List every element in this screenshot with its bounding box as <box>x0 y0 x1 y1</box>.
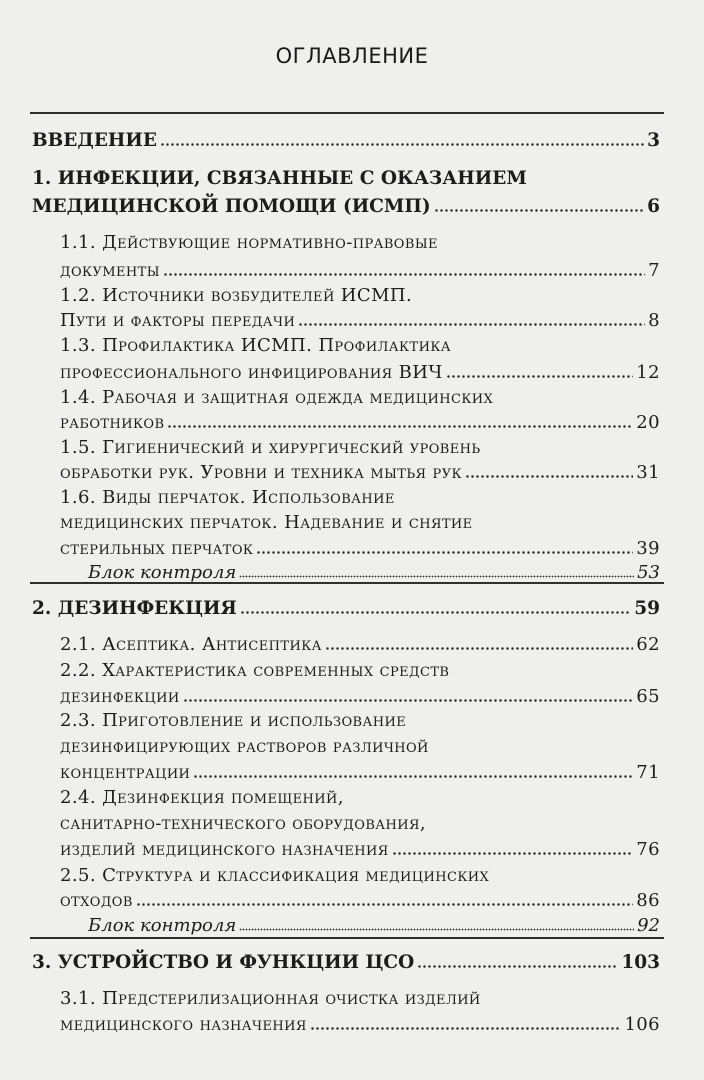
toc-entry[interactable] <box>0 306 704 332</box>
toc-page-number: 76 <box>636 839 660 860</box>
toc-page-number: 20 <box>636 412 660 433</box>
dot-leader <box>183 698 634 703</box>
toc-entry-title: работников <box>60 412 165 433</box>
toc-entry[interactable] <box>0 758 704 784</box>
toc-entry[interactable] <box>0 594 704 620</box>
toc-page-number: 53 <box>637 562 660 583</box>
toc-entry-title: изделий медицинского назначения <box>60 839 389 860</box>
toc-page-number: 31 <box>636 462 660 483</box>
toc-entry-line <box>0 331 704 357</box>
toc-entry-title: Пути и факторы передачи <box>60 310 296 331</box>
toc-entry-title: 1.6. Виды перчаток. Использование <box>60 487 395 508</box>
toc-entry-line <box>0 861 704 887</box>
toc-entry[interactable] <box>0 126 704 152</box>
toc-entry-title: 1. ИНФЕКЦИИ, СВЯЗАННЫЕ С ОКАЗАНИЕМ <box>32 168 527 189</box>
section-divider <box>30 937 664 939</box>
dot-leader <box>465 474 633 479</box>
toc-entry-title: 1.3. Профилактика ИСМП. Профилактика <box>60 335 452 356</box>
dot-leader <box>256 550 633 555</box>
dot-leader <box>298 322 645 327</box>
toc-entry-line <box>0 433 704 459</box>
toc-entry-line <box>0 809 704 835</box>
toc-entry[interactable] <box>0 256 704 282</box>
toc-entry-line <box>0 732 704 758</box>
toc-entry[interactable] <box>0 886 704 912</box>
dot-leader <box>239 928 634 931</box>
toc-entry-title: медицинских перчаток. Надевание и снятие <box>60 512 473 533</box>
toc-page-number: 12 <box>636 362 660 383</box>
toc-entry-title: документы <box>60 260 160 281</box>
dot-leader <box>446 374 634 379</box>
toc-entry-title: дезинфекции <box>60 686 180 707</box>
toc-page-number: 71 <box>636 762 660 783</box>
toc-entry-title: медицинского назначения <box>60 1014 307 1035</box>
toc-entry-title: отходов <box>60 890 133 911</box>
toc-entry-title: 2.3. Приготовление и использование <box>60 710 407 731</box>
toc-page-number: 103 <box>621 952 660 973</box>
toc-entry[interactable] <box>0 558 704 584</box>
toc-page-number: 59 <box>634 598 660 619</box>
toc-entry-title: 2.5. Структура и классификация медицинских <box>60 865 490 886</box>
toc-entry-title: 2.1. Асептика. Антисептика <box>60 634 322 655</box>
toc-page-number: 7 <box>648 260 660 281</box>
dot-leader <box>325 646 633 651</box>
toc-entry[interactable] <box>0 458 704 484</box>
toc-entry[interactable] <box>0 408 704 434</box>
toc-page-number: 86 <box>636 890 660 911</box>
toc-entry-title: 1.2. Источники возбудителей ИСМП. <box>60 285 413 306</box>
toc-entry[interactable] <box>0 948 704 974</box>
dot-leader <box>434 208 645 213</box>
toc-title: ОГЛАВЛЕНИЕ <box>275 44 429 68</box>
toc-page-number: 39 <box>636 538 660 559</box>
toc-entry-title: Блок контроля <box>88 915 237 936</box>
toc-entry-title: 2. ДЕЗИНФЕКЦИЯ <box>32 598 237 619</box>
toc-page-number: 92 <box>637 915 660 936</box>
dot-leader <box>193 774 633 779</box>
toc-entry-title: дезинфицирующих растворов различной <box>60 736 429 757</box>
toc-entry-title: 3. УСТРОЙСТВО И ФУНКЦИИ ЦСО <box>32 952 415 973</box>
toc-entry-title: 1.5. Гигиенический и хирургический уровень <box>60 437 481 458</box>
toc-page-number: 6 <box>647 196 660 217</box>
dot-leader <box>160 142 644 147</box>
toc-entry-title: обработки рук. Уровни и техника мытья рук <box>60 462 462 483</box>
toc-entry-line <box>0 656 704 682</box>
dot-leader <box>417 964 618 969</box>
dot-leader <box>163 272 645 277</box>
toc-entry[interactable] <box>0 1010 704 1036</box>
toc-entry-title: Блок контроля <box>88 562 237 583</box>
toc-entry-line <box>0 383 704 409</box>
toc-entry-line <box>0 164 704 190</box>
toc-entry[interactable] <box>0 911 704 937</box>
toc-entry-title: стерильных перчаток <box>60 538 254 559</box>
toc-page-number: 3 <box>647 130 660 151</box>
toc-entry-title: концентрации <box>60 762 191 783</box>
section-divider <box>30 112 664 114</box>
dot-leader <box>239 575 634 578</box>
toc-entry-line <box>0 783 704 809</box>
toc-entry-title: 2.4. Дезинфекция помещений, <box>60 787 344 808</box>
dot-leader <box>136 902 633 907</box>
toc-entry-title: 1.4. Рабочая и защитная одежда медицинских <box>60 387 494 408</box>
toc-page-number: 65 <box>636 686 660 707</box>
toc-entry-line <box>0 984 704 1010</box>
toc-entry-line <box>0 281 704 307</box>
toc-entry[interactable] <box>0 534 704 560</box>
toc-page-number: 106 <box>624 1014 660 1035</box>
dot-leader <box>240 610 631 615</box>
toc-entry-title: МЕДИЦИНСКОЙ ПОМОЩИ (ИСМП) <box>32 196 431 217</box>
toc-page-number: 8 <box>648 310 660 331</box>
toc-entry[interactable] <box>0 630 704 656</box>
toc-entry-title: 2.2. Характеристика современных средств <box>60 660 450 681</box>
toc-entry-title: 1.1. Действующие нормативно-правовые <box>60 232 438 253</box>
toc-entry-title: профессионального инфицирования ВИЧ <box>60 362 443 383</box>
toc-entry-line <box>0 483 704 509</box>
toc-entry[interactable] <box>0 835 704 861</box>
toc-entry[interactable] <box>0 358 704 384</box>
toc-entry-line <box>0 228 704 254</box>
dot-leader <box>167 424 633 429</box>
dot-leader <box>310 1026 622 1031</box>
toc-entry-line <box>0 706 704 732</box>
toc-entry-title: 3.1. Предстерилизационная очистка изделий <box>60 988 481 1009</box>
dot-leader <box>392 851 634 856</box>
toc-page-number: 62 <box>636 634 660 655</box>
toc-entry[interactable] <box>0 682 704 708</box>
toc-entry[interactable] <box>0 192 704 218</box>
toc-entry-title: ВВЕДЕНИЕ <box>32 130 157 151</box>
toc-entry-line <box>0 508 704 534</box>
toc-entry-title: санитарно-технического оборудования, <box>60 813 427 834</box>
